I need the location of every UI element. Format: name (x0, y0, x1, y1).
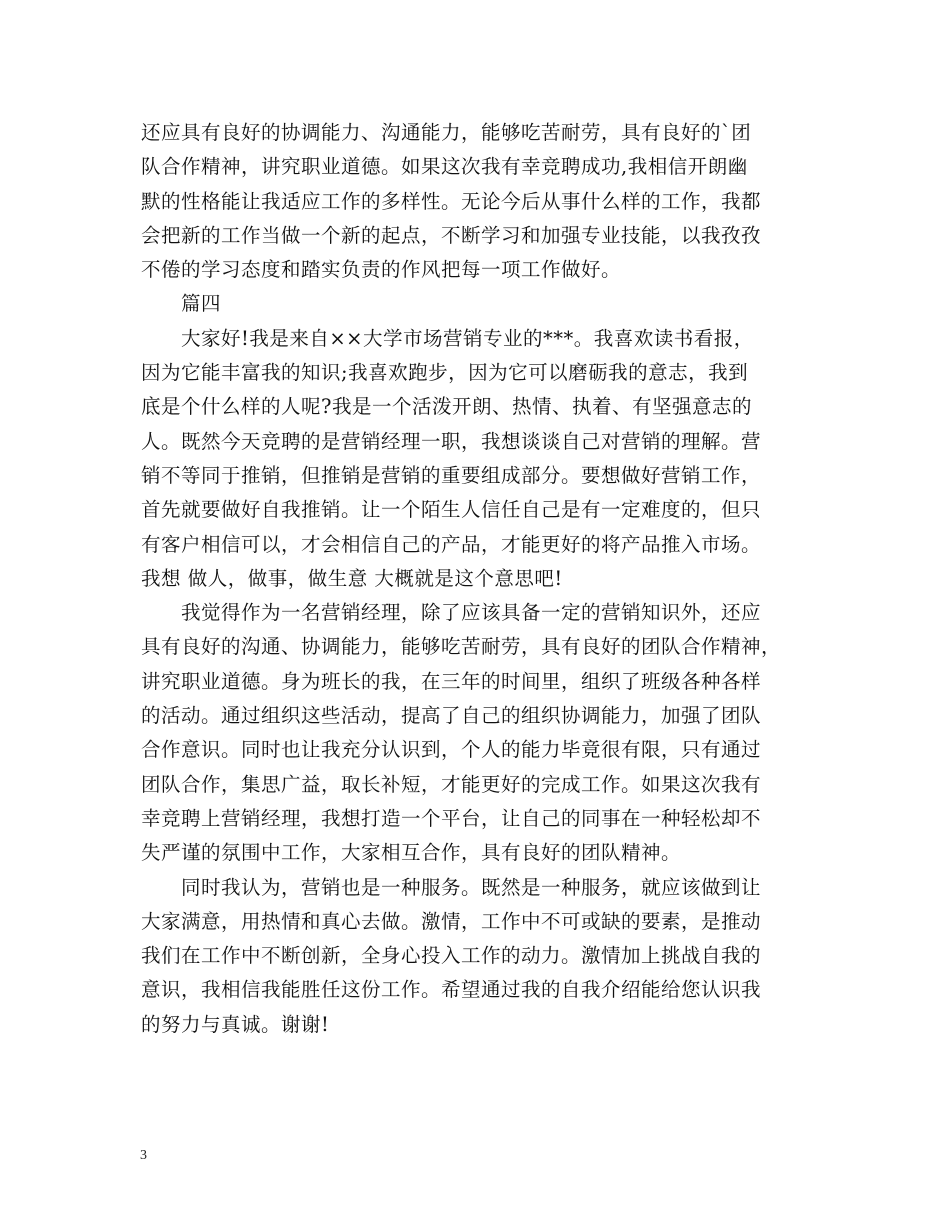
text-line: 默的性格能让我适应工作的多样性。无论今后从事什么样的工作，我都 (141, 189, 762, 213)
text-line: 意识，我相信我能胜任这份工作。希望通过我的自我介绍能给您认识我 (141, 978, 762, 1002)
text-line: 我想 做人，做事，做生意 大概就是这个意思吧! (141, 566, 563, 590)
text-line: 我觉得作为一名营销经理，除了应该具备一定的营销知识外，还应 (181, 601, 762, 625)
text-line: 底是个什么样的人呢?我是一个活泼开朗、热情、执着、有坚强意志的 (141, 395, 752, 419)
text-line: 因为它能丰富我的知识;我喜欢跑步，因为它可以磨砺我的意志，我到 (141, 361, 749, 385)
text-line: 的努力与真诚。谢谢! (141, 1012, 330, 1036)
text-line: 大家满意，用热情和真心去做。激情，工作中不可或缺的要素，是推动 (141, 909, 762, 933)
section-heading: 篇四 (181, 292, 222, 316)
text-line: 讲究职业道德。身为班长的我，在三年的时间里，组织了班级各种各样 (141, 669, 762, 693)
body-text (141, 116, 821, 1042)
text-line: 我们在工作中不断创新，全身心投入工作的动力。激情加上挑战自我的 (141, 944, 762, 968)
text-line: 会把新的工作当做一个新的起点，不断学习和加强专业技能，以我孜孜 (141, 223, 762, 247)
text-line: 的活动。通过组织这些活动，提高了自己的组织协调能力，加强了团队 (141, 704, 762, 728)
text-line: 人。既然今天竞聘的是营销经理一职，我想谈谈自己对营销的理解。营 (141, 429, 762, 453)
text-line: 不倦的学习态度和踏实负责的作风把每一项工作做好。 (141, 258, 622, 282)
text-line: 合作意识。同时也让我充分认识到，个人的能力毕竟很有限，只有通过 (141, 738, 762, 762)
text-line: 失严谨的氛围中工作，大家相互合作，具有良好的团队精神。 (141, 841, 682, 865)
text-line: 大家好!我是来自××大学市场营销专业的***。我喜欢读书看报， (181, 326, 754, 350)
text-line: 团队合作，集思广益，取长补短，才能更好的完成工作。如果这次我有 (141, 772, 762, 796)
text-line: 同时我认为，营销也是一种服务。既然是一种服务，就应该做到让 (181, 875, 762, 899)
text-line: 销不等同于推销，但推销是营销的重要组成部分。要想做好营销工作， (141, 463, 762, 487)
text-line: 首先就要做好自我推销。让一个陌生人信任自己是有一定难度的，但只 (141, 498, 762, 522)
text-line: 还应具有良好的协调能力、沟通能力，能够吃苦耐劳，具有良好的`团 (141, 121, 752, 144)
text-line: 队合作精神，讲究职业道德。如果这次我有幸竞聘成功,我相信开朗幽 (141, 155, 748, 179)
text-line: 有客户相信可以，才会相信自己的产品，才能更好的将产品推入市场。 (141, 532, 762, 556)
text-line: 具有良好的沟通、协调能力，能够吃苦耐劳，具有良好的团队合作精神， (141, 635, 782, 659)
page-number: 3 (140, 1148, 147, 1163)
text-line: 幸竞聘上营销经理，我想打造一个平台，让自己的同事在一种轻松却不 (141, 806, 762, 830)
